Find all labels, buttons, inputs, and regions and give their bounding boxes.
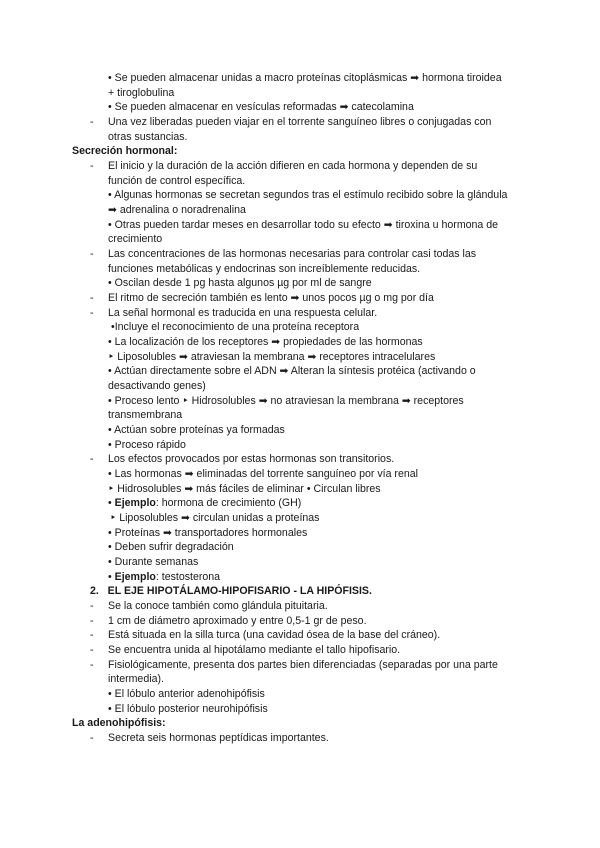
dash-marker: - xyxy=(90,292,94,304)
example-text: : hormona de crecimiento (GH) xyxy=(155,497,302,509)
dash-item: Una vez liberadas pueden viajar en el torrente sanguíneo libres o conjugadas con xyxy=(108,116,492,128)
dash-marker: - xyxy=(90,615,94,627)
section-heading: La adenohipófisis: xyxy=(72,717,166,729)
dash-item: Secreta seis hormonas peptídicas importantes. xyxy=(108,732,329,744)
bullet-line: • Las hormonas ➡ eliminadas del torrente sanguíneo por vía renal xyxy=(108,468,418,480)
numbered-heading: 2. EL EJE HIPOTÁLAMO-HIPOFISARIO - LA HIPÓFISIS. xyxy=(90,585,372,597)
bullet-line: • Proceso rápido xyxy=(108,439,186,451)
dash-marker: - xyxy=(90,600,94,612)
example-line: • Ejemplo: hormona de crecimiento (GH) xyxy=(108,497,302,509)
bullet-line: ‣ Liposolubles ➡ atraviesan la membrana ➡ receptores intracelulares xyxy=(108,351,436,363)
dash-item: Fisiológicamente, presenta dos partes bien diferenciadas (separadas por una parte xyxy=(108,659,498,671)
bullet-line: •Incluye el reconocimiento de una proteína receptora xyxy=(111,321,360,333)
dash-marker: - xyxy=(90,116,94,128)
bullet-line: • Oscilan desde 1 pg hasta algunos µg por ml de sangre xyxy=(108,277,372,289)
bullet-line: • Se pueden almacenar en vesículas reformadas ➡ catecolamina xyxy=(108,101,414,113)
bullet-line: • Algunas hormonas se secretan segundos tras el estímulo recibido sobre la glándula xyxy=(108,189,508,201)
section-heading: Secreción hormonal: xyxy=(72,145,178,157)
dash-marker: - xyxy=(90,453,94,465)
bullet-line: • Proteínas ➡ transportadores hormonales xyxy=(108,527,308,539)
dash-item: La señal hormonal es traducida en una respuesta celular. xyxy=(108,307,378,319)
text-line: intermedia). xyxy=(108,673,164,685)
text-line: función de control específica. xyxy=(108,175,246,187)
bullet-line: • Otras pueden tardar meses en desarrollar todo su efecto ➡ tiroxina u hormona de xyxy=(108,219,499,231)
text-line: crecimiento xyxy=(108,233,163,245)
dash-marker: - xyxy=(90,307,94,319)
dash-item: Se encuentra unida al hipotálamo mediante el tallo hipofisario. xyxy=(108,644,401,656)
dash-marker: - xyxy=(90,248,94,260)
example-label: Ejemplo xyxy=(114,497,156,509)
example-label: Ejemplo xyxy=(114,571,156,583)
dash-marker: - xyxy=(90,659,94,671)
dash-marker: - xyxy=(90,644,94,656)
dash-item: Se la conoce también como glándula pituitaria. xyxy=(108,600,328,612)
bullet-line: ‣ Hidrosolubles ➡ más fáciles de eliminar • Circulan libres xyxy=(108,483,381,495)
bullet-line: • El lóbulo posterior neurohipófisis xyxy=(108,703,268,715)
text-line: otras sustancias. xyxy=(108,131,188,143)
bullet-line: • Proceso lento ‣ Hidrosolubles ➡ no atraviesan la membrana ➡ receptores xyxy=(108,395,464,407)
example-text: : testosterona xyxy=(155,571,221,583)
dash-item: El ritmo de secreción también es lento ➡ unos pocos µg o mg por día xyxy=(108,292,434,304)
dash-item: Los efectos provocados por estas hormonas son transitorios. xyxy=(108,453,395,465)
dash-item: Las concentraciones de las hormonas necesarias para controlar casi todas las xyxy=(108,248,477,260)
bullet-line: • El lóbulo anterior adenohipófisis xyxy=(108,688,265,700)
text-line: ➡ adrenalina o noradrenalina xyxy=(108,204,246,216)
text-line: funciones metabólicas y endocrinas son increíblemente reducidas. xyxy=(108,263,421,275)
bullet-line: ‣ Liposolubles ➡ circulan unidas a proteínas xyxy=(110,512,320,524)
dash-item: Está situada en la silla turca (una cavidad ósea de la base del cráneo). xyxy=(108,629,441,641)
bullet-line: • Actúan directamente sobre el ADN ➡ Alteran la síntesis protéica (activando o xyxy=(108,365,476,377)
bullet-line: • Deben sufrir degradación xyxy=(108,541,234,553)
dash-item: El inicio y la duración de la acción difieren en cada hormona y dependen de su xyxy=(108,160,478,172)
text-line: + tiroglobulina xyxy=(108,87,175,99)
bullet-line: • Actúan sobre proteínas ya formadas xyxy=(108,424,285,436)
example-line: • Ejemplo: testosterona xyxy=(108,571,221,583)
dash-marker: - xyxy=(90,732,94,744)
bullet-line: • La localización de los receptores ➡ propiedades de las hormonas xyxy=(108,336,423,348)
bullet-line: • Se pueden almacenar unidas a macro proteínas citoplásmicas ➡ hormona tiroidea xyxy=(108,72,502,84)
dash-item: 1 cm de diámetro aproximado y entre 0,5-1 gr de peso. xyxy=(108,615,367,627)
text-line: transmembrana xyxy=(108,409,183,421)
text-line: desactivando genes) xyxy=(108,380,206,392)
dash-marker: - xyxy=(90,629,94,641)
dash-marker: - xyxy=(90,160,94,172)
bullet-line: • Durante semanas xyxy=(108,556,199,568)
